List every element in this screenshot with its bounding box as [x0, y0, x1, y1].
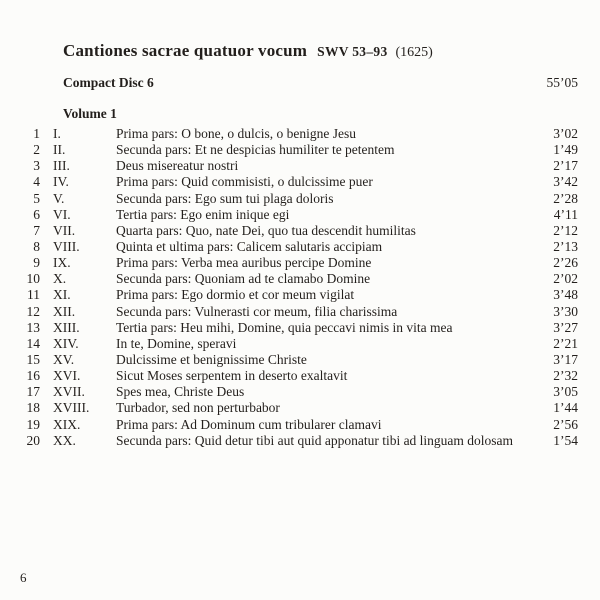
work-year: (1625)	[395, 45, 433, 60]
track-roman-numeral: V.	[53, 190, 65, 206]
track-title: Prima pars: Verba mea auribus percipe Domine	[116, 255, 372, 271]
track-title: Tertia pars: Ego enim inique egi	[116, 206, 290, 222]
track-row	[0, 158, 578, 174]
track-duration: 2’56	[553, 416, 578, 432]
track-row	[0, 304, 578, 320]
track-row	[0, 368, 578, 384]
track-roman-numeral: XV.	[53, 351, 75, 367]
track-row	[0, 207, 578, 223]
track-roman-numeral: XI.	[53, 287, 71, 303]
track-roman-numeral: XX.	[53, 432, 76, 448]
track-duration: 2’28	[553, 190, 578, 206]
track-number: 3	[33, 158, 40, 174]
track-number: 5	[33, 190, 40, 206]
track-row	[0, 433, 578, 449]
track-number: 17	[26, 384, 40, 400]
track-number: 1	[33, 126, 40, 141]
track-number: 4	[33, 174, 40, 190]
track-number: 15	[26, 351, 40, 367]
track-row	[0, 239, 578, 255]
track-duration: 3’27	[553, 319, 578, 335]
track-row	[0, 142, 578, 158]
track-row	[0, 223, 578, 239]
track-title: In te, Domine, speravi	[116, 335, 237, 351]
track-number: 14	[26, 335, 40, 351]
track-duration: 2’02	[553, 271, 578, 287]
track-row	[0, 255, 578, 271]
track-row	[0, 271, 578, 287]
track-list	[0, 126, 578, 449]
track-roman-numeral: VIII.	[53, 238, 80, 254]
track-roman-numeral: III.	[53, 158, 70, 174]
track-duration: 2’32	[553, 368, 578, 384]
track-number: 9	[33, 255, 40, 271]
track-duration: 3’42	[553, 174, 578, 190]
track-row	[0, 287, 578, 303]
track-roman-numeral: II.	[53, 142, 66, 158]
track-row	[0, 320, 578, 336]
track-duration: 2’26	[553, 255, 578, 271]
work-title-line	[63, 41, 433, 61]
track-roman-numeral: XII.	[53, 303, 76, 319]
track-roman-numeral: IV.	[53, 174, 69, 190]
track-roman-numeral: XIV.	[53, 335, 79, 351]
track-number: 8	[33, 238, 40, 254]
track-title: Quarta pars: Quo, nate Dei, quo tua descendit humilitas	[116, 222, 416, 238]
track-number: 20	[26, 432, 40, 448]
track-number: 12	[26, 303, 40, 319]
track-title: Prima pars: Ego dormio et cor meum vigilat	[116, 287, 355, 303]
page-number: 6	[20, 570, 27, 585]
track-duration: 1’49	[553, 142, 578, 158]
track-row	[0, 174, 578, 190]
track-roman-numeral: XVI.	[53, 368, 81, 384]
track-duration: 2’21	[553, 335, 578, 351]
track-title: Dulcissime et benignissime Christe	[116, 351, 307, 367]
track-roman-numeral: I.	[53, 126, 61, 141]
track-title: Quinta et ultima pars: Calicem salutaris accipiam	[116, 238, 383, 254]
track-number: 18	[26, 400, 40, 416]
track-roman-numeral: XIII.	[53, 319, 80, 335]
track-duration: 1’54	[553, 432, 578, 448]
track-title: Secunda pars: Et ne despicias humiliter te petentem	[116, 142, 395, 158]
track-roman-numeral: XIX.	[53, 416, 81, 432]
track-row	[0, 417, 578, 433]
track-row	[0, 384, 578, 400]
track-duration: 3’17	[553, 351, 578, 367]
track-number: 16	[26, 368, 40, 384]
track-roman-numeral: XVII.	[53, 384, 85, 400]
track-title: Secunda pars: Quid detur tibi aut quid apponatur tibi ad linguam dolosam	[116, 432, 514, 448]
track-title: Tertia pars: Heu mihi, Domine, quia peccavi nimis in vita mea	[116, 319, 453, 335]
work-title: Cantiones sacrae quatuor vocum	[63, 41, 308, 60]
track-title: Prima pars: Ad Dominum cum tribularer clamavi	[116, 416, 382, 432]
track-duration: 3’02	[553, 126, 578, 141]
track-roman-numeral: VI.	[53, 206, 71, 222]
track-number: 7	[33, 222, 40, 238]
track-roman-numeral: VII.	[53, 222, 76, 238]
track-title: Prima pars: O bone, o dulcis, o benigne Jesu	[116, 126, 356, 141]
track-title: Sicut Moses serpentem in deserto exaltavit	[116, 368, 348, 384]
track-duration: 3’05	[553, 384, 578, 400]
volume-label: Volume 1	[63, 106, 117, 121]
track-roman-numeral: X.	[53, 271, 67, 287]
disc-total-time: 55’05	[546, 75, 578, 90]
track-number: 10	[26, 271, 40, 287]
track-row	[0, 336, 578, 352]
disc-line	[63, 75, 578, 91]
track-duration: 3’48	[553, 287, 578, 303]
catalog-number: SWV 53–93	[317, 44, 388, 59]
track-title: Secunda pars: Ego sum tui plaga doloris	[116, 190, 334, 206]
track-duration: 4’11	[553, 206, 578, 222]
track-title: Secunda pars: Vulnerasti cor meum, filia charissima	[116, 303, 398, 319]
track-duration: 1’44	[553, 400, 578, 416]
track-title: Deus misereatur nostri	[116, 158, 239, 174]
track-row	[0, 126, 578, 142]
track-roman-numeral: XVIII.	[53, 400, 90, 416]
track-roman-numeral: IX.	[53, 255, 71, 271]
track-number: 2	[33, 142, 40, 158]
track-row	[0, 352, 578, 368]
track-number: 19	[26, 416, 40, 432]
track-title: Prima pars: Quid commisisti, o dulcissime puer	[116, 174, 373, 190]
track-row	[0, 191, 578, 207]
disc-label: Compact Disc 6	[63, 75, 154, 90]
track-number: 11	[27, 287, 40, 303]
track-number: 13	[26, 319, 40, 335]
track-title: Turbador, sed non perturbabor	[116, 400, 280, 416]
track-duration: 2’17	[553, 158, 578, 174]
track-duration: 3’30	[553, 303, 578, 319]
track-number: 6	[33, 206, 40, 222]
track-duration: 2’12	[553, 222, 578, 238]
track-row	[0, 400, 578, 416]
track-title: Spes mea, Christe Deus	[116, 384, 245, 400]
track-duration: 2’13	[553, 238, 578, 254]
track-title: Secunda pars: Quoniam ad te clamabo Domine	[116, 271, 371, 287]
